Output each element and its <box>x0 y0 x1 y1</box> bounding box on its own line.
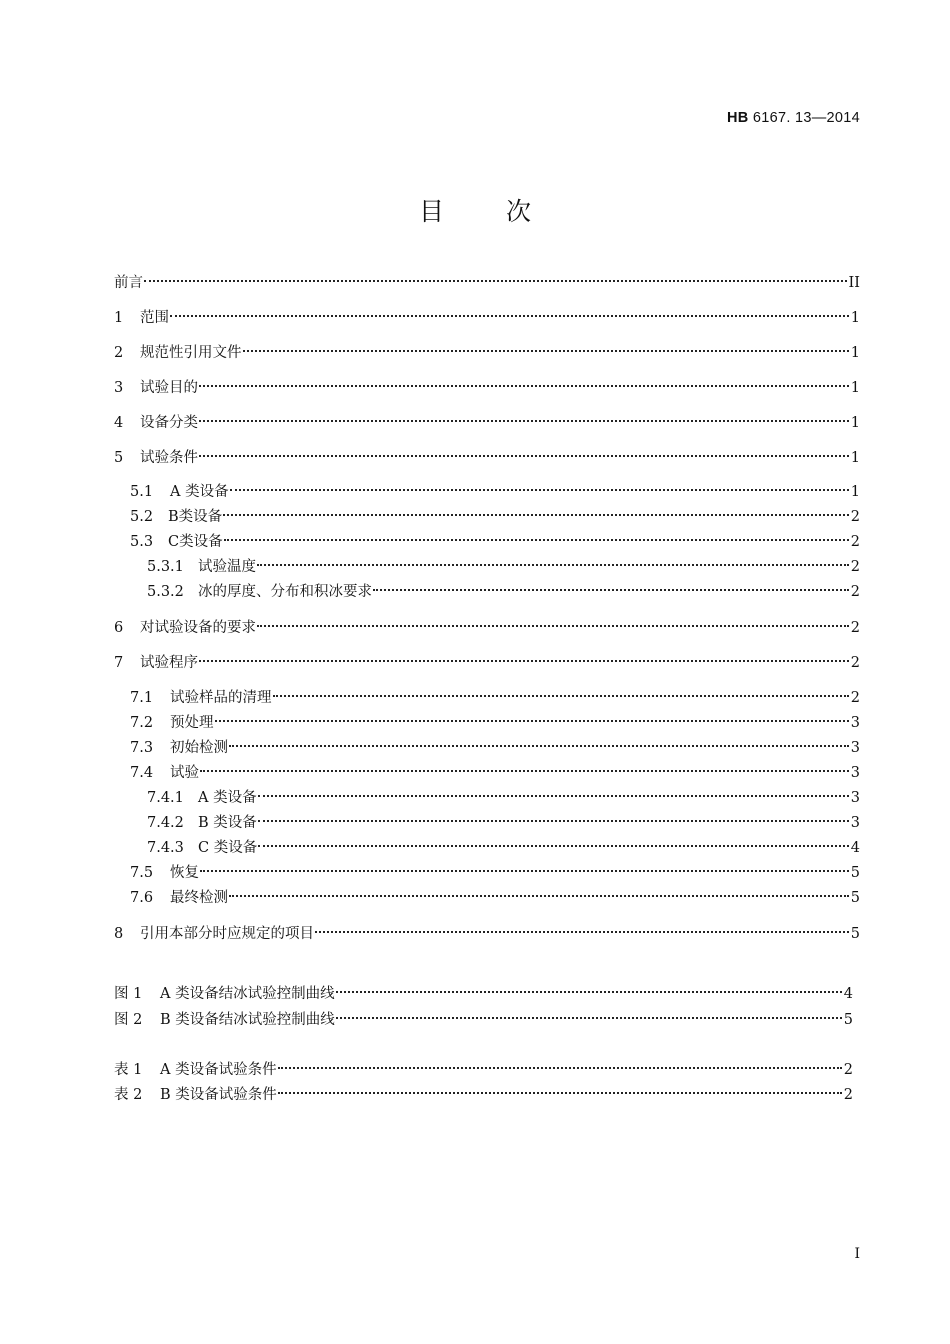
toc-entry-page: 1 <box>850 450 860 466</box>
dot-leader <box>258 845 849 847</box>
dot-leader <box>258 820 849 822</box>
toc-entry[interactable] <box>0 1058 950 1082</box>
toc-entry-page: 2 <box>850 534 860 550</box>
toc-entry-label: 预处理 <box>170 715 214 731</box>
toc-entry[interactable] <box>0 505 950 529</box>
toc-entry-label: C 类设备 <box>198 840 258 856</box>
toc-entry[interactable] <box>0 861 950 885</box>
toc-entry-page: 4 <box>850 840 860 856</box>
toc-entry-label: 最终检测 <box>170 890 228 906</box>
toc-entry-label: 范围 <box>140 310 169 326</box>
toc-entry-page: 3 <box>850 740 860 756</box>
toc-entry[interactable] <box>0 711 950 735</box>
toc-entry-page: 2 <box>850 559 860 575</box>
dot-leader <box>373 589 849 591</box>
toc-entry-number: 7.1 <box>130 690 154 706</box>
toc-entry[interactable] <box>0 306 950 330</box>
dot-leader <box>199 660 849 662</box>
dot-leader <box>144 280 847 282</box>
toc-entry-label: 试验温度 <box>198 559 256 575</box>
toc-entry-page: 4 <box>843 986 853 1002</box>
dot-leader <box>230 489 849 491</box>
toc-entry[interactable] <box>0 480 950 504</box>
toc-entry-number: 8 <box>114 926 124 942</box>
toc-entry-page: 2 <box>850 509 860 525</box>
toc-entry[interactable] <box>0 530 950 554</box>
toc-entry[interactable] <box>0 616 950 640</box>
toc-entry[interactable] <box>0 1083 950 1107</box>
dot-leader <box>258 795 849 797</box>
toc-entry-number: 表 1 <box>114 1062 143 1078</box>
toc-entry-page: 5 <box>843 1012 853 1028</box>
toc-entry-page: 2 <box>850 690 860 706</box>
toc-entry-label: 引用本部分时应规定的项目 <box>140 926 314 942</box>
toc-entry[interactable] <box>0 1008 950 1032</box>
toc-entry-number: 图 2 <box>114 1012 143 1028</box>
toc-entry[interactable] <box>0 786 950 810</box>
dot-leader <box>278 1067 842 1069</box>
toc-entry[interactable] <box>0 341 950 365</box>
toc-entry-label: B类设备 <box>168 509 223 525</box>
toc-entry-label: 规范性引用文件 <box>140 345 242 361</box>
toc-entry-number: 4 <box>114 415 124 431</box>
toc-entry-number: 3 <box>114 380 124 396</box>
toc-entry-label: 初始检测 <box>170 740 228 756</box>
toc-entry-label: A 类设备结冰试验控制曲线 <box>160 986 335 1002</box>
dot-leader <box>229 895 849 897</box>
toc-entry-label: A 类设备 <box>170 484 229 500</box>
toc-entry[interactable] <box>0 982 950 1006</box>
dot-leader <box>200 870 849 872</box>
toc-entry-page: 3 <box>850 815 860 831</box>
toc-entry-label: 恢复 <box>170 865 199 881</box>
toc-entry-number: 5.1 <box>130 484 154 500</box>
toc-entry-page: 1 <box>850 484 860 500</box>
dot-leader <box>200 770 849 772</box>
toc-entry-number: 7.4.3 <box>147 840 184 856</box>
title-part-1: 目 <box>418 197 444 226</box>
toc-entry-label: C类设备 <box>168 534 223 550</box>
toc-entry-label: 试验条件 <box>140 450 198 466</box>
toc-entry-label: 试验样品的清理 <box>170 690 272 706</box>
toc-entry-page: 1 <box>850 345 860 361</box>
toc-entry[interactable] <box>0 580 950 604</box>
toc-entry[interactable] <box>0 811 950 835</box>
dot-leader <box>229 745 849 747</box>
toc-entry-page: 3 <box>850 715 860 731</box>
toc-entry-number: 7.2 <box>130 715 154 731</box>
toc-entry-label: 试验目的 <box>140 380 198 396</box>
toc-entry-number: 1 <box>114 310 124 326</box>
dot-leader <box>199 455 849 457</box>
toc-entry-page: 5 <box>850 865 860 881</box>
toc-entry-number: 5.3.1 <box>147 559 184 575</box>
toc-entry-label: B 类设备试验条件 <box>160 1087 277 1103</box>
toc-entry[interactable] <box>0 411 950 435</box>
toc-entry-number: 图 1 <box>114 986 143 1002</box>
toc-entry-label: B 类设备 <box>198 815 257 831</box>
toc-entry-number: 7.4.2 <box>147 815 184 831</box>
toc-entry-page: 2 <box>843 1087 853 1103</box>
toc-entry-page: 2 <box>850 620 860 636</box>
dot-leader <box>278 1092 842 1094</box>
toc-entry-number: 7.3 <box>130 740 154 756</box>
toc-entry-number: 2 <box>114 345 124 361</box>
toc-entry-label: 设备分类 <box>140 415 198 431</box>
toc-entry-number: 5.3.2 <box>147 584 184 600</box>
toc-entry-page: 1 <box>850 310 860 326</box>
toc-entry[interactable] <box>0 736 950 760</box>
toc-entry-page: 5 <box>850 926 860 942</box>
toc-entry[interactable] <box>0 922 950 946</box>
document-code-prefix: HB <box>727 110 749 126</box>
toc-entry-label: 前言 <box>114 275 143 291</box>
toc-entry-label: 试验 <box>170 765 199 781</box>
dot-leader <box>223 514 849 516</box>
dot-leader <box>199 385 849 387</box>
toc-entry-number: 7.4.1 <box>147 790 184 806</box>
toc-entry-label: 试验程序 <box>140 655 198 671</box>
toc-entry-page: 2 <box>843 1062 853 1078</box>
page-number: I <box>854 1246 860 1262</box>
toc-entry-number: 7.4 <box>130 765 154 781</box>
dot-leader <box>257 625 849 627</box>
toc-entry-number: 7.5 <box>130 865 154 881</box>
document-code-number: 6167. 13—2014 <box>752 110 860 126</box>
dot-leader <box>257 564 849 566</box>
toc-entry[interactable] <box>0 886 950 910</box>
dot-leader <box>336 991 842 993</box>
toc-entry-page: 5 <box>850 890 860 906</box>
toc-entry-page: 2 <box>850 655 860 671</box>
toc-entry[interactable] <box>0 836 950 860</box>
title-part-2: 次 <box>506 197 532 226</box>
dot-leader <box>199 420 849 422</box>
dot-leader <box>315 931 849 933</box>
dot-leader <box>273 695 849 697</box>
document-code <box>727 110 860 126</box>
toc-entry-label: 冰的厚度、分布和积冰要求 <box>198 584 372 600</box>
toc-entry[interactable] <box>0 686 950 710</box>
toc-entry-number: 6 <box>114 620 124 636</box>
toc-entry[interactable] <box>0 651 950 675</box>
toc-entry-page: 1 <box>850 415 860 431</box>
toc-entry-label: 对试验设备的要求 <box>140 620 256 636</box>
dot-leader <box>215 720 849 722</box>
toc-entry-number: 7 <box>114 655 124 671</box>
toc-entry[interactable] <box>0 761 950 785</box>
toc-entry-number: 表 2 <box>114 1087 143 1103</box>
toc-entry[interactable] <box>0 376 950 400</box>
toc-entry[interactable] <box>0 446 950 470</box>
toc-entry-page: 1 <box>850 380 860 396</box>
dot-leader <box>336 1017 842 1019</box>
toc-entry-number: 5.2 <box>130 509 154 525</box>
toc-entry-number: 7.6 <box>130 890 154 906</box>
toc-entry[interactable] <box>0 271 950 295</box>
toc-entry-label: A 类设备试验条件 <box>160 1062 277 1078</box>
toc-entry-page: II <box>848 275 860 291</box>
toc-entry-number: 5 <box>114 450 124 466</box>
toc-entry-page: 2 <box>850 584 860 600</box>
toc-entry-label: B 类设备结冰试验控制曲线 <box>160 1012 335 1028</box>
page-title <box>0 192 950 228</box>
toc-entry-page: 3 <box>850 765 860 781</box>
dot-leader <box>224 539 849 541</box>
toc-entry-page: 3 <box>850 790 860 806</box>
toc-entry[interactable] <box>0 555 950 579</box>
toc-entry-label: A 类设备 <box>198 790 257 806</box>
dot-leader <box>170 315 849 317</box>
toc-entry-number: 5.3 <box>130 534 154 550</box>
dot-leader <box>243 350 849 352</box>
